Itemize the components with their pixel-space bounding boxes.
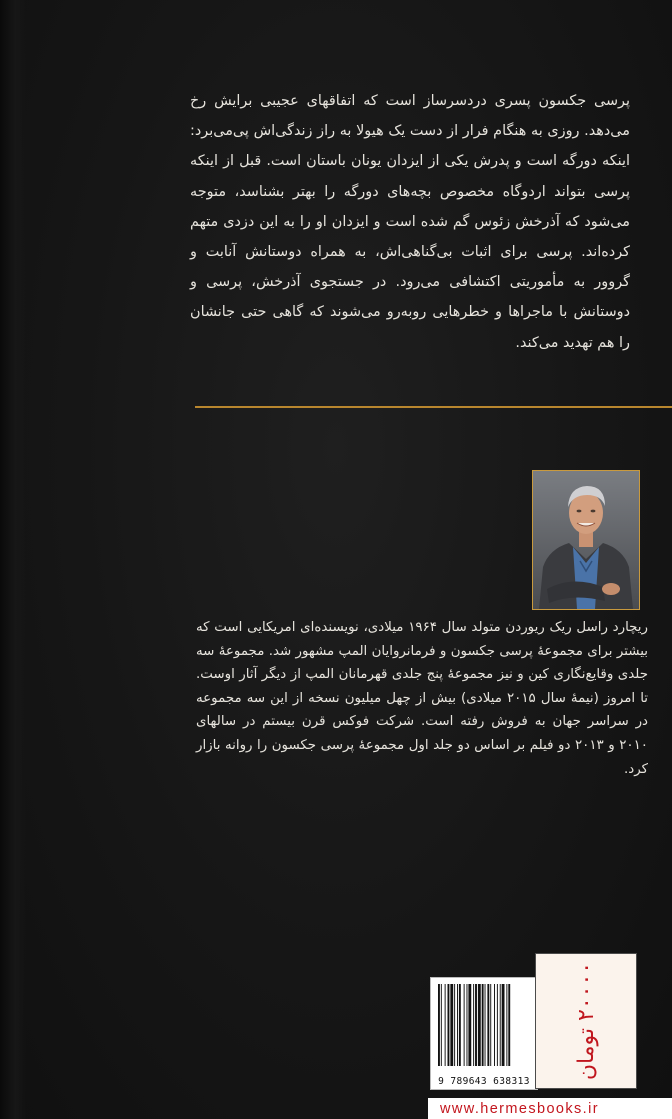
- section-divider: [195, 406, 672, 408]
- publisher-website[interactable]: www.hermesbooks.ir: [428, 1098, 672, 1119]
- spine-shadow: [0, 0, 26, 1119]
- synopsis-text: پرسی جکسون پسری دردسرساز است که اتفاقهای عجیبی برایش رخ می‌دهد. روزی به هنگام فرار از دست یک هیولا به راز زندگی‌اش پی‌می‌برد: اینکه دورگه است و پدرش یکی از ایزدان یونان باستان است. قبل از اینکه پرسی بتواند اردوگاه مخصوص بچه‌های دورگه را بهتر بشناسد، متوجه می‌شود که آذرخش زئوس گم شده است و ایزدان او را به این دزدی متهم کرده‌اند. پرسی برای اثبات بی‌گناهی‌اش، به همراه دوستانش آنابت و گروور به مأموریتی اکتشافی می‌رود. در جستجوی آذرخش، پرسی و دوستانش با ماجراها و خطرهایی روبه‌رو می‌شوند که گاهی حتی جانشان را هم تهدید می‌کند.: [190, 93, 630, 351]
- author-photo: [532, 470, 640, 610]
- barcode-bars: [437, 984, 531, 1066]
- isbn-barcode: [430, 977, 538, 1090]
- isbn-number: 9 789643 638313: [438, 1076, 530, 1087]
- author-bio-text: ریچارد راسل ریک ریوردن متولد سال ۱۹۶۴ میلادی، نویسنده‌ای امریکایی است که بیشتر برای مجموعهٔ پرسی جکسون و فرمانروایان المپ مشهور شد. مجموعهٔ سه جلدی وقایع‌نگاری کین و نیز مجموعهٔ پنج جلدی قهرمانان المپ از دیگر آثار اوست. تا امروز (نیمهٔ سال ۲۰۱۵ میلادی) بیش از چهل میلیون نسخه از این سه مجموعه در سراسر جهان به فروش رفته است. شرکت فوکس قرن بیستم در سالهای ۲۰۱۰ و ۲۰۱۳ دو فیلم بر اساس دو جلد اول مجموعهٔ پرسی جکسون را روانه بازار کرد.: [196, 620, 648, 777]
- price-label: ۲۰۰۰۰ تومان: [573, 961, 599, 1081]
- price-tag: [535, 953, 637, 1089]
